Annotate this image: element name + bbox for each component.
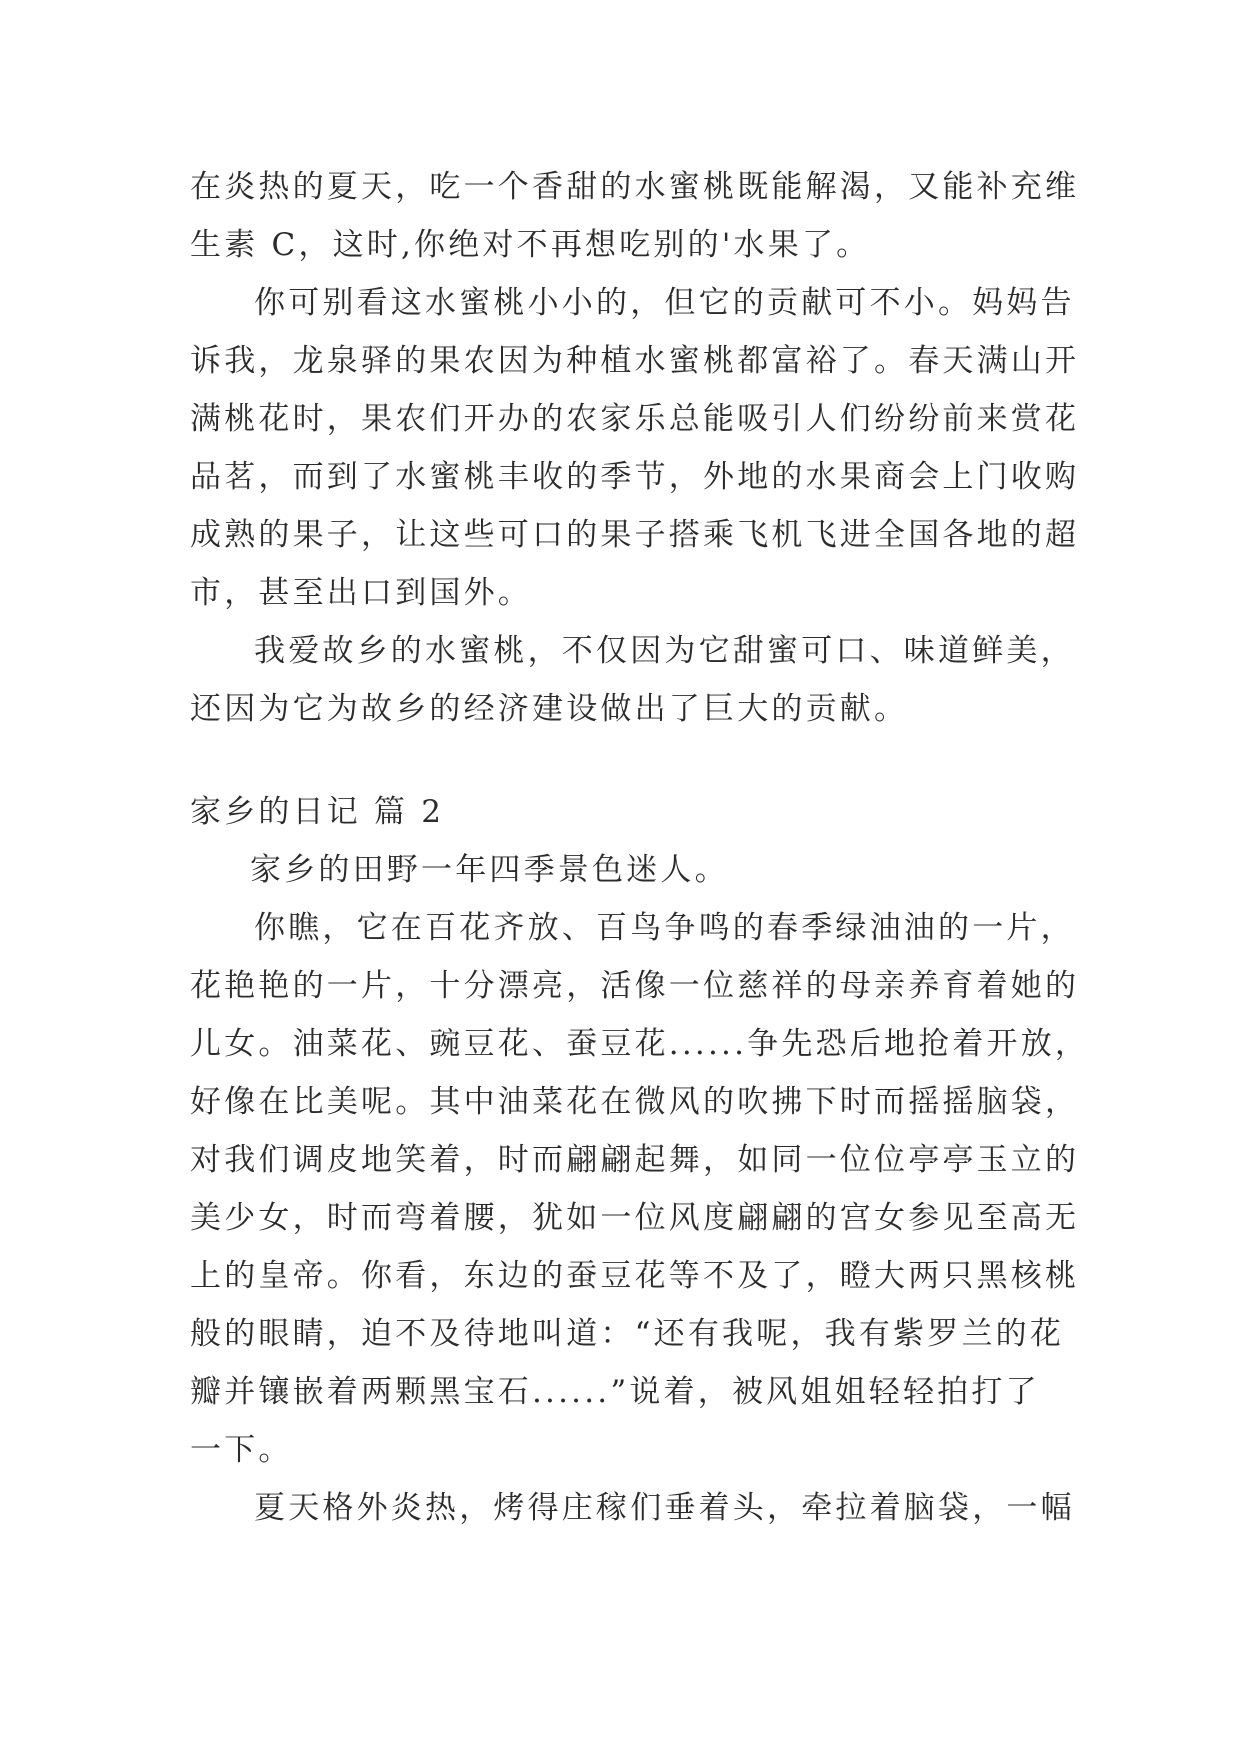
paragraph-line: 你瞧，它在百花齐放、百鸟争鸣的春季绿油油的一片，	[254, 910, 1075, 946]
paragraph-line: 般的眼睛，迫不及待地叫道：“还有我呢，我有紫罗兰的花	[190, 1316, 1065, 1352]
paragraph-line: 还因为它为故乡的经济建设做出了巨大的贡献。	[190, 691, 909, 727]
paragraph-line: 儿女。油菜花、豌豆花、蚕豆花......争先恐后地抢着开放，	[190, 1026, 1090, 1062]
paragraph-line: 你可别看这水蜜桃小小的，但它的贡献可不小。妈妈告	[254, 285, 1075, 321]
section-heading: 家乡的日记 篇 2	[190, 794, 445, 830]
paragraph-line: 美少女，时而弯着腰，犹如一位风度翩翩的宫女参见至高无	[190, 1200, 1080, 1236]
paragraph-line: 一下。	[190, 1432, 293, 1468]
paragraph-line: 满桃花时，果农们开办的农家乐总能吸引人们纷纷前来赏花	[190, 401, 1080, 437]
paragraph-line: 生素 C，这时,你绝对不再想吃别的'水果了。	[190, 227, 871, 263]
paragraph-line: 在炎热的夏天，吃一个香甜的水蜜桃既能解渴，又能补充维	[190, 169, 1080, 205]
paragraph-line: 瓣并镶嵌着两颗黑宝石......”说着，被风姐姐轻轻拍打了	[190, 1374, 1040, 1410]
paragraph-line: 花艳艳的一片，十分漂亮，活像一位慈祥的母亲养育着她的	[190, 968, 1080, 1004]
paragraph-line: 好像在比美呢。其中油菜花在微风的吹拂下时而摇摇脑袋，	[190, 1084, 1080, 1120]
paragraph-line: 市，甚至出口到国外。	[190, 575, 532, 611]
paragraph-line: 上的皇帝。你看，东边的蚕豆花等不及了，瞪大两只黑核桃	[190, 1258, 1080, 1294]
paragraph-line: 品茗，而到了水蜜桃丰收的季节，外地的水果商会上门收购	[190, 459, 1080, 495]
paragraph-line: 对我们调皮地笑着，时而翩翩起舞，如同一位位亭亭玉立的	[190, 1142, 1080, 1178]
paragraph-line: 我爱故乡的水蜜桃，不仅因为它甜蜜可口、味道鲜美，	[254, 633, 1075, 669]
paragraph-line: 诉我，龙泉驿的果农因为种植水蜜桃都富裕了。春天满山开	[190, 343, 1080, 379]
paragraph-line: 成熟的果子，让这些可口的果子搭乘飞机飞进全国各地的超	[190, 517, 1080, 553]
paragraph-line: 夏天格外炎热，烤得庄稼们垂着头，牵拉着脑袋，一幅	[254, 1490, 1075, 1526]
document-page	[190, 158, 1090, 1537]
paragraph-line: 家乡的田野一年四季景色迷人。	[250, 852, 729, 888]
